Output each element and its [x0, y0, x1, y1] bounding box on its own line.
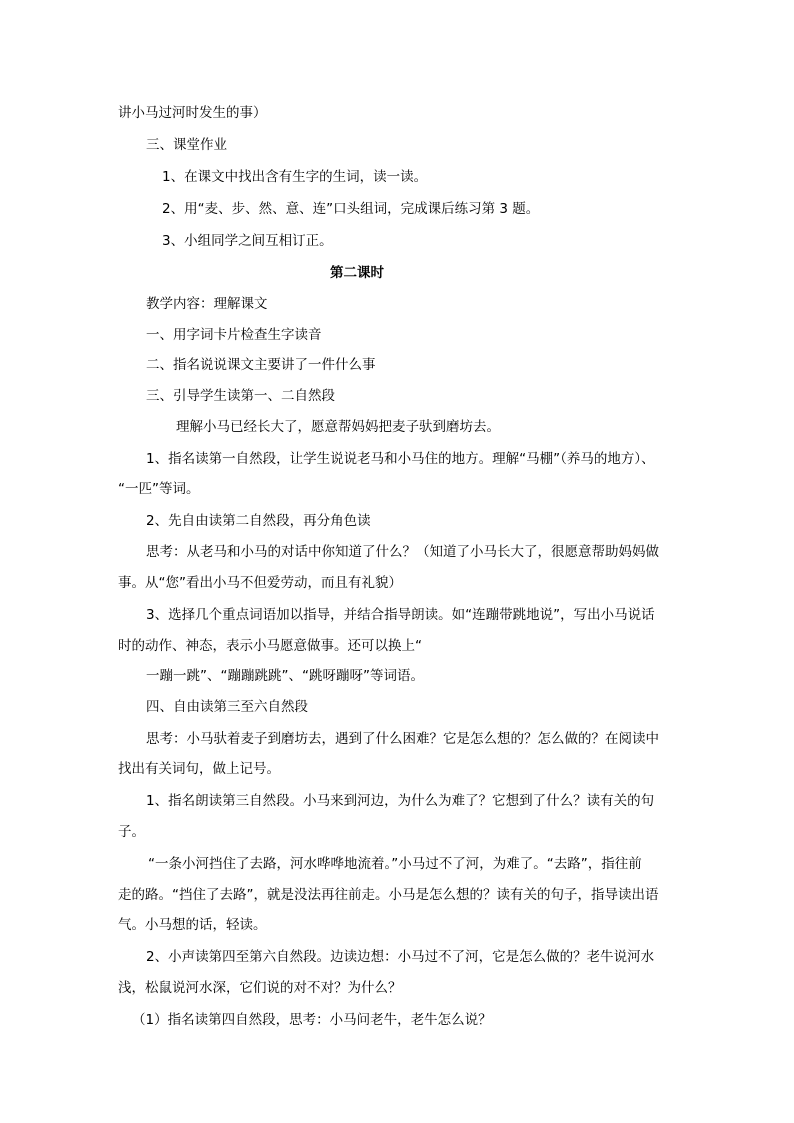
paragraph-line: 3、选择几个重点词语加以指导，并结合指导朗读。如“连蹦带跳地说”，写出小马说话 [146, 607, 655, 623]
paragraph-line: 1、指名朗读第三自然段。小马来到河边，为什么为难了？它想到了什么？读有关的句 [146, 793, 655, 809]
list-item: 1、在课文中找出含有生字的生词，读一读。 [162, 169, 428, 185]
text-line: 理解小马已经长大了，愿意帮妈妈把麦子驮到磨坊去。 [176, 419, 500, 435]
paragraph-line: （1）指名读第四自然段，思考：小马问老牛，老牛怎么说？ [132, 1012, 492, 1028]
text-line: 教学内容：理解课文 [146, 296, 268, 312]
paragraph-line: 走的路。“挡住了去路”，就是没法再往前走。小马是怎么想的？读有关的句子，指导读出语 [118, 887, 659, 903]
paragraph-line: 1、指名读第一自然段，让学生说说老马和小马住的地方。理解“马棚”（养马的地方）、 [146, 451, 655, 467]
section-heading: 四、自由读第三至六自然段 [146, 699, 308, 715]
section-heading: 一、用字词卡片检查生字读音 [146, 327, 322, 343]
text-line: 讲小马过河时发生的事） [118, 105, 267, 121]
paragraph-line: 思考：小马驮着麦子到磨坊去，遇到了什么困难？它是怎么想的？怎么做的？在阅读中 [146, 731, 659, 747]
paragraph-line: “一条小河挡住了去路，河水哗哗地流着。”小马过不了河，为难了。“去路”，指往前 [148, 856, 642, 872]
paragraph-line: 浅，松鼠说河水深，它们说的对不对？为什么？ [118, 980, 402, 996]
lesson-title: 第二课时 [330, 265, 384, 281]
paragraph-line: “一匹”等词。 [118, 481, 200, 497]
paragraph-line: 找出有关词句，做上记号。 [118, 761, 280, 777]
section-heading: 三、引导学生读第一、二自然段 [146, 388, 335, 404]
paragraph-line: 气。小马想的话，轻读。 [118, 917, 267, 933]
paragraph-line: 2、先自由读第二自然段，再分角色读 [146, 513, 371, 529]
section-heading: 三、课堂作业 [146, 137, 227, 153]
paragraph-line: 2、小声读第四至第六自然段。边读边想：小马过不了河，它是怎么做的？老牛说河水 [146, 949, 655, 965]
paragraph-line: 事。从“您”看出小马不但爱劳动，而且有礼貌） [118, 575, 402, 591]
list-item: 2、用“麦、步、然、意、连”口头组词，完成课后练习第 3 题。 [162, 201, 540, 217]
paragraph-line: 子。 [118, 824, 145, 840]
paragraph-line: 时的动作、神态，表示小马愿意做事。还可以换上“ [118, 638, 422, 654]
paragraph-line: 思考：从老马和小马的对话中你知道了什么？（知道了小马长大了，很愿意帮助妈妈做 [146, 544, 659, 560]
section-heading: 二、指名说说课文主要讲了一件什么事 [146, 357, 376, 373]
paragraph-line: 一蹦一跳”、“蹦蹦跳跳”、“跳呀蹦呀”等词语。 [146, 668, 424, 684]
list-item: 3、小组同学之间互相订正。 [162, 233, 333, 249]
